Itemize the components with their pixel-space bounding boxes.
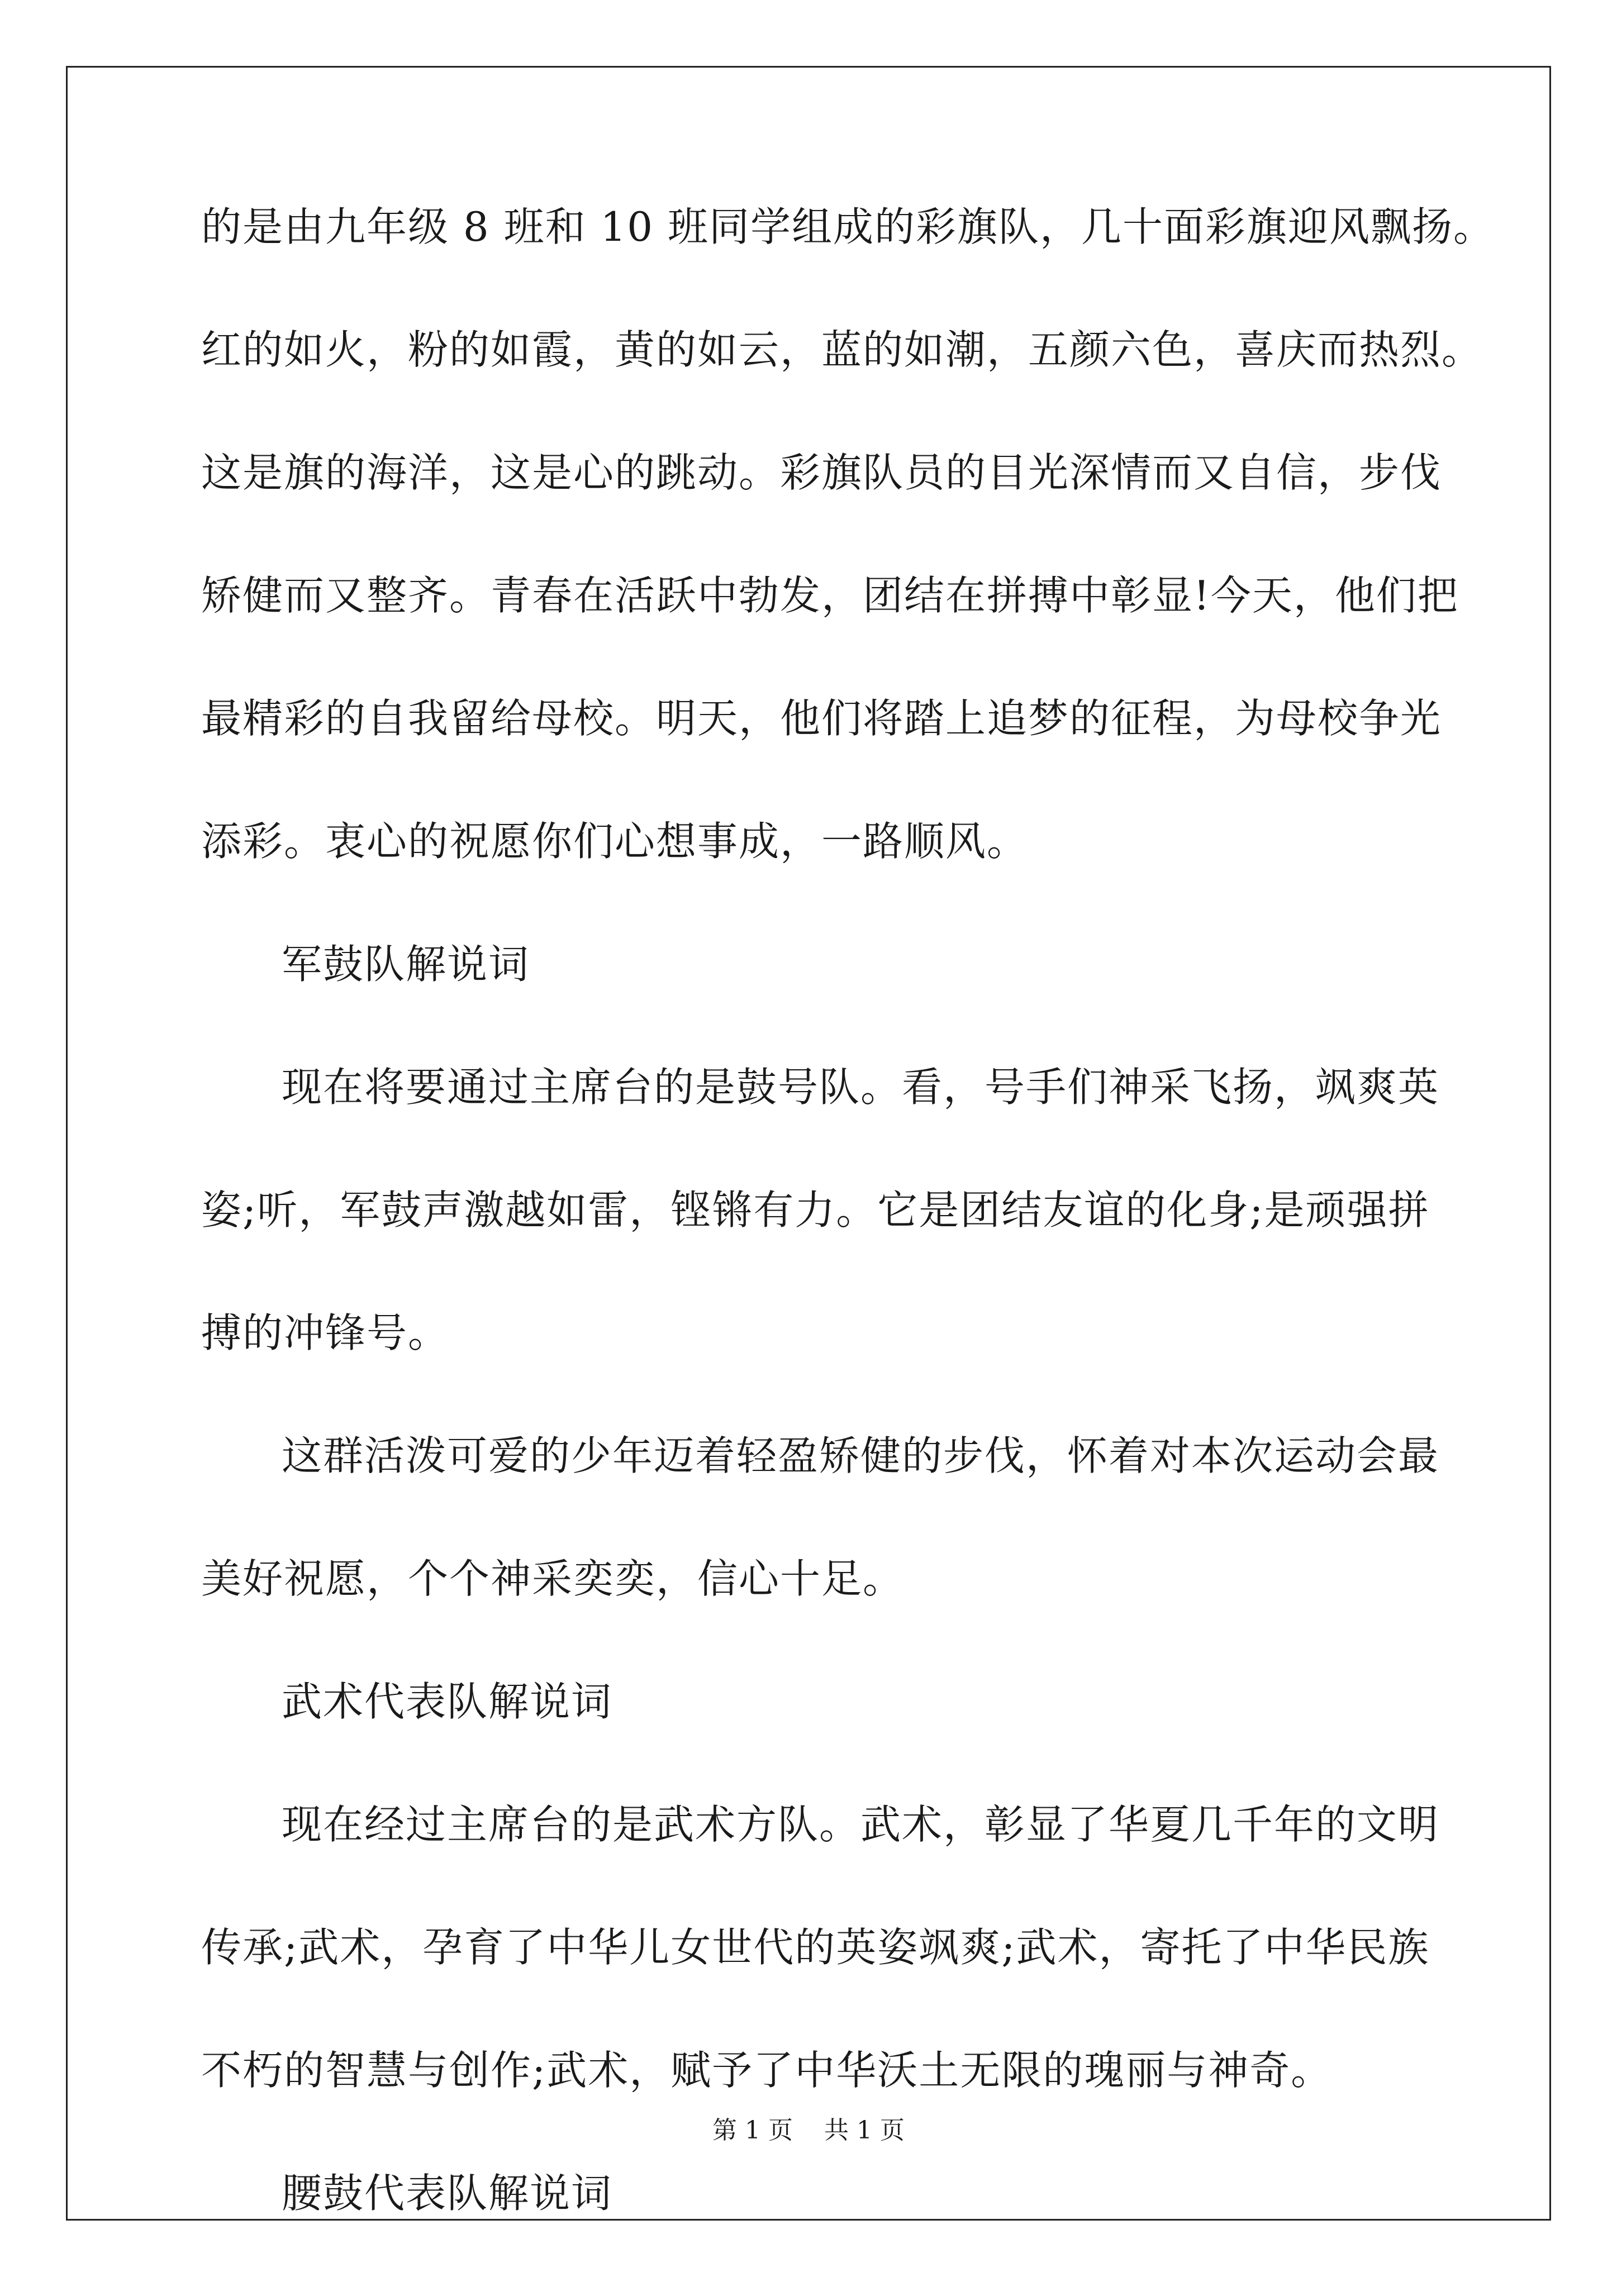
paragraph-line: 最精彩的自我留给母校。明天，他们将踏上追梦的征程，为母校争光 [201, 695, 1442, 742]
paragraph-line: 红的如火，粉的如霞，黄的如云，蓝的如潮，五颜六色，喜庆而热烈。 [201, 326, 1483, 373]
paragraph-line: 这是旗的海洋，这是心的跳动。彩旗队员的目光深情而又自信，步伐 [201, 449, 1442, 496]
paragraph-line: 添彩。衷心的祝愿你们心想事成，一路顺风。 [201, 818, 1029, 865]
paragraph-line: 传承;武术，孕育了中华儿女世代的英姿飒爽;武术，寄托了中华民族 [201, 1924, 1430, 1971]
paragraph-line: 矫健而又整齐。青春在活跃中勃发，团结在拼搏中彰显!今天，他们把 [201, 572, 1459, 619]
paragraph-line: 搏的冲锋号。 [201, 1309, 450, 1356]
document-body [201, 203, 1495, 2296]
paragraph-line: 不朽的智慧与创作;武术，赋予了中华沃土无限的瑰丽与神奇。 [201, 2047, 1333, 2094]
section-heading: 军鼓队解说词 [282, 941, 530, 988]
section-heading: 腰鼓代表队解说词 [282, 2170, 613, 2217]
paragraph-line: 的是由九年级 8 班和 10 班同学组成的彩旗队，几十面彩旗迎风飘扬。 [201, 203, 1495, 250]
paragraph-line: 现在经过主席台的是武术方队。武术，彰显了华夏几千年的文明 [282, 1801, 1440, 1848]
paragraph-line: 现在将要通过主席台的是鼓号队。看，号手们神采飞扬，飒爽英 [282, 1064, 1440, 1111]
paragraph-line: 姿;听，军鼓声激越如雷，铿锵有力。它是团结友谊的化身;是顽强拼 [201, 1187, 1430, 1233]
section-heading: 武术代表队解说词 [282, 1678, 613, 1725]
paragraph-line: 美好祝愿，个个神采奕奕，信心十足。 [201, 1555, 905, 1602]
page-footer: 第 1 页 共 1 页 [712, 2116, 905, 2145]
paragraph-line: 这群活泼可爱的少年迈着轻盈矫健的步伐，怀着对本次运动会最 [282, 1432, 1440, 1479]
